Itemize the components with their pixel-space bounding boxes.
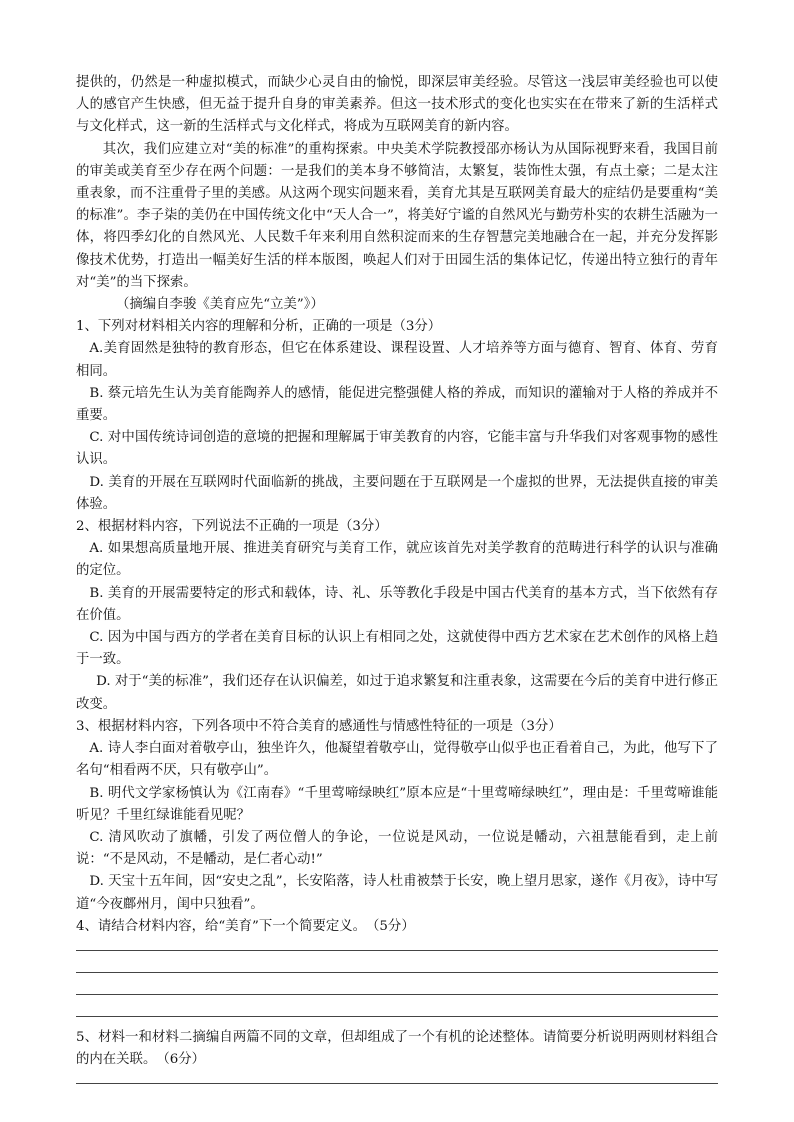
question-1-option-c: C. 对中国传统诗词创造的意境的把握和理解属于审美教育的内容，它能丰富与升华我们对客观事物的感性认识。 xyxy=(76,430,718,468)
question-2-option-b: B. 美育的开展需要特定的形式和载体，诗、礼、乐等教化手段是中国古代美育的基本方式，当下依然有存在价值。 xyxy=(76,585,718,623)
question-3-option-d: D. 天宝十五年间，因“安史之乱”，长安陷落，诗人杜甫被禁于长安，晚上望月思家，遂作《月夜》，诗中写道“今夜鄜州月，闺中只独看”。 xyxy=(76,874,718,912)
question-3-stem: 3、根据材料内容，下列各项中不符合美育的感通性与情感性特征的一项是（3分） xyxy=(76,718,562,734)
question-2-option-c: C. 因为中国与西方的学者在美育目标的认识上有相同之处，这就使得中西方艺术家在艺术创作的风格上趋于一致。 xyxy=(76,630,718,668)
question-1-option-b: B. 蔡元培先生认为美育能陶养人的感情，能促进完整强健人格的养成，而知识的灌输对于人格的养成并不重要。 xyxy=(76,385,718,424)
question-2-stem: 2、根据材料内容，下列说法不正确的一项是（3分） xyxy=(76,519,388,535)
passage-paragraph-1: 提供的，仍然是一种虚拟模式，而缺少心灵自由的愉悦，即深层审美经验。尽管这一浅层审美经验也可以使人的感官产生快感，但无益于提升自身的审美素养。但这一技术形式的变化也实实在在带来了新的生活样式与文化样式，这一新的生活样式与文化样式，将成为互联网美育的新内容。 xyxy=(76,75,718,135)
question-2-option-a: A. 如果想高质量地开展、推进美育研究与美育工作，就应该首先对美学教育的范畴进行科学的认识与准确的定位。 xyxy=(76,541,718,579)
question-1-option-a: A.美育固然是独特的教育形态，但它在体系建设、课程设置、人才培养等方面与德育、智育、体育、劳育相同。 xyxy=(76,341,718,379)
question-3-option-a: A. 诗人李白面对着敬亭山，独坐许久，他凝望着敬亭山，觉得敬亭山似乎也正看着自己，为此，他写下了名句“相看两不厌，只有敬亭山”。 xyxy=(76,741,718,779)
question-3-option-b: B. 明代文学家杨慎认为《江南春》“千里莺啼绿映红”原本应是“十里莺啼绿映红”，理由是：千里莺啼谁能听见？千里红绿谁能看见呢？ xyxy=(76,785,718,823)
question-5 xyxy=(76,1027,718,1084)
question-5-stem: 5、材料一和材料二摘编自两篇不同的文章，但却组成了一个有机的论述整体。请简要分析说明两则材料组合的内在关联。 （6分） xyxy=(76,1029,718,1068)
answer-line[interactable] xyxy=(76,972,718,973)
question-3-option-c: C. 清风吹动了旗幡，引发了两位僧人的争论，一位说是风动，一位说是幡动，六祖慧能看到，走上前说：“不是风动，不是幡动，是仁者心动!” xyxy=(76,829,718,868)
passage xyxy=(76,72,718,1084)
passage-source: （摘编自李骏《美育应先“立美”》） xyxy=(116,297,324,313)
answer-line[interactable] xyxy=(76,950,718,951)
answer-line[interactable] xyxy=(76,994,718,995)
question-1-option-d: D. 美育的开展在互联网时代面临新的挑战，主要问题在于互联网是一个虚拟的世界，无法提供直接的审美体验。 xyxy=(76,474,718,512)
answer-line[interactable] xyxy=(76,1016,718,1017)
answer-line[interactable] xyxy=(76,1083,718,1084)
question-3 xyxy=(76,716,718,916)
question-1-stem: 1、下列对材料相关内容的理解和分析，正确的一项是（3分） xyxy=(76,319,442,335)
question-1 xyxy=(76,316,718,516)
question-2-option-d: D. 对于“美的标准”，我们还存在认识偏差，如过于追求繁复和注重表象，这需要在今后的美育中进行修正改变。 xyxy=(76,674,718,712)
passage-paragraph-2: 其次，我们应建立对“美的标准”的重构探索。中央美术学院教授邵亦杨认为从国际视野来看，我国目前的审美或美育至少存在两个问题：一是我们的美本身不够简洁，太繁复，装饰性太强，有点土豪；二是太注重表象，而不注重骨子里的美感。从这两个现实问题来看，美育尤其是互联网美育最大的症结仍是要重构“美的标准”。李子柒的美仍在中国传统文化中“天人合一”，将美好宁谧的自然风光与勤劳朴实的农耕生活融为一体，将四季幻化的自然风光、人民数千年来利用自然积淀而来的生存智慧完美地融合在一起，并充分发挥影像技术优势，打造出一幅美好生活的样本版图，唤起人们对于田园生活的集体记忆，传递出特立独行的青年对“美”的当下探索。 xyxy=(76,141,718,290)
question-4 xyxy=(76,916,718,1017)
question-2 xyxy=(76,516,718,716)
question-4-stem: 4、请结合材料内容，给“美育”下一个简要定义。 （5分） xyxy=(76,918,415,934)
